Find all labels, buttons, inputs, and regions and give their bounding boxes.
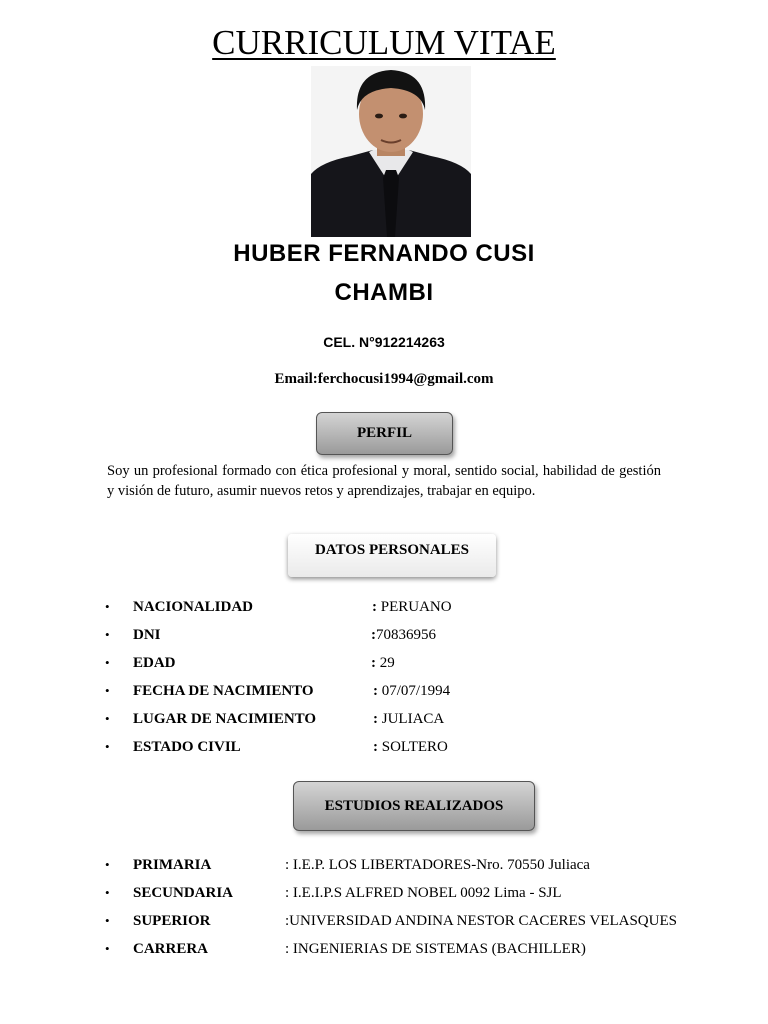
bullet-icon: • <box>105 913 110 928</box>
bullet-icon: • <box>105 857 110 872</box>
item-label: EDAD <box>133 655 176 671</box>
item-value: :70836956 <box>371 627 436 643</box>
item-value: : 29 <box>371 655 395 671</box>
estudios-heading: ESTUDIOS REALIZADOS <box>293 781 535 831</box>
item-label: FECHA DE NACIMIENTO <box>133 683 314 699</box>
item-value: : 07/07/1994 <box>373 683 451 699</box>
item-value: : PERUANO <box>372 599 452 615</box>
bullet-icon: • <box>105 599 110 614</box>
item-label: DNI <box>133 627 161 643</box>
item-value: : JULIACA <box>373 711 445 727</box>
item-label: LUGAR DE NACIMIENTO <box>133 711 317 727</box>
person-name-line1: HUBER FERNANDO CUSI <box>233 240 535 267</box>
item-label: SUPERIOR <box>133 913 211 929</box>
email: Email:ferchocusi1994@gmail.com <box>274 371 494 387</box>
bullet-icon: • <box>105 627 110 642</box>
bullet-icon: • <box>105 885 110 900</box>
profile-photo <box>311 66 471 237</box>
person-photo-icon <box>311 66 471 237</box>
perfil-heading: PERFIL <box>316 412 453 455</box>
bullet-icon: • <box>105 941 110 956</box>
item-value: : SOLTERO <box>373 739 448 755</box>
item-value: : INGENIERIAS DE SISTEMAS (BACHILLER) <box>285 941 586 957</box>
person-name-line2: CHAMBI <box>334 279 434 306</box>
bullet-icon: • <box>105 739 110 754</box>
page-title: CURRICULUM VITAE <box>212 23 556 62</box>
item-value: :UNIVERSIDAD ANDINA NESTOR CACERES VELASQUES <box>285 913 677 929</box>
phone-value: 912214263 <box>374 334 445 350</box>
item-value: : I.E.P. LOS LIBERTADORES-Nro. 70550 Juliaca <box>285 857 590 873</box>
item-label: CARRERA <box>133 941 208 957</box>
phone-number <box>0 334 768 350</box>
bullet-icon: • <box>105 683 110 698</box>
item-label: ESTADO CIVIL <box>133 739 241 755</box>
datos-personales-heading: DATOS PERSONALES <box>288 534 496 577</box>
phone-label: CEL. N° <box>323 334 375 350</box>
item-label: NACIONALIDAD <box>133 599 254 615</box>
item-label: SECUNDARIA <box>133 885 234 901</box>
bullet-icon: • <box>105 711 110 726</box>
bullet-icon: • <box>105 655 110 670</box>
perfil-text: Soy un profesional formado con ética profesional y moral, sentido social, habilidad de gestión y visión de futuro, asumir nuevos retos y aprendizajes, trabajar en equipo. <box>107 463 661 499</box>
item-value: : I.E.I.P.S ALFRED NOBEL 0092 Lima - SJL <box>285 885 562 901</box>
item-label: PRIMARIA <box>133 857 212 873</box>
